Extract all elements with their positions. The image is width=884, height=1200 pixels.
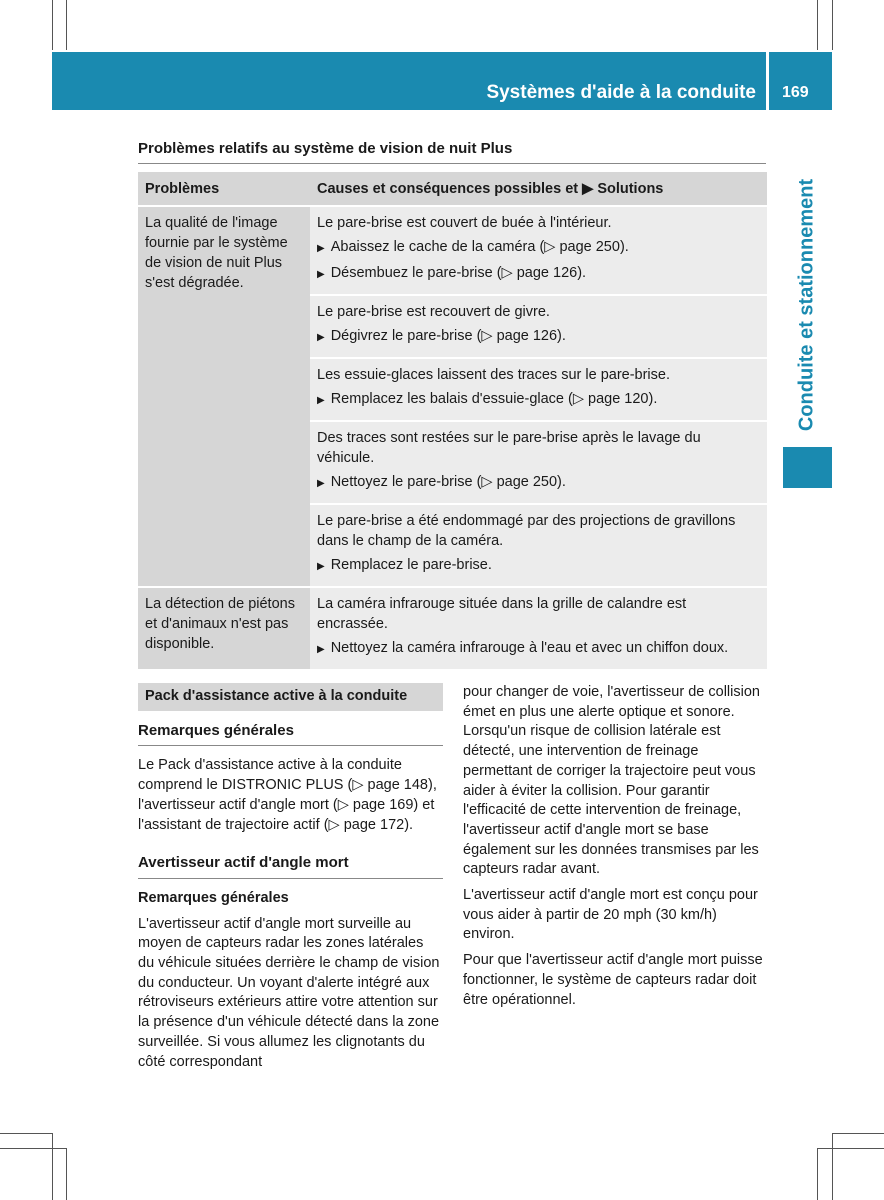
cause-text: Le pare-brise est recouvert de givre. [317,304,550,320]
cause-text: Des traces sont restées sur le pare-brise après le lavage du véhicule. [317,430,701,466]
crop-mark [66,1148,67,1200]
blind-spot-subheading: Remarques générales [138,889,289,906]
bullet-arrow-icon: ▶ [317,478,325,489]
problem-cell: La détection de piétons et d'animaux n'est pas disponible. [138,587,310,670]
solution-step: ▶ Nettoyez le pare-brise (▷ page 250). [317,474,566,490]
cause-cell [310,206,767,295]
cause-text: Le pare-brise est couvert de buée à l'intérieur. [317,215,612,231]
title-rule [138,163,766,164]
cause-cell [310,358,767,421]
blind-spot-text-right-2: L'avertisseur actif d'angle mort est conçu pour vous aider à partir de 20 mph (30 km/h) environ. [463,887,758,943]
cause-cell [310,587,767,670]
table-row [138,206,767,295]
crop-mark [0,1148,66,1149]
crop-mark [817,1148,818,1200]
cause-text: Le pare-brise a été endommagé par des projections de gravillons dans le champ de la caméra. [317,513,736,549]
page-number: 169 [782,84,809,101]
troubleshooting-table [138,172,767,671]
right-column [463,683,768,1010]
crop-mark [817,1148,884,1149]
bullet-arrow-icon: ▶ [317,395,325,406]
blind-spot-heading: Avertisseur actif d'angle mort [138,853,443,879]
bullet-arrow-icon: ▶ [317,269,325,280]
solution-step: ▶ Désembuez le pare-brise (▷ page 126). [317,265,587,281]
section-title: Problèmes relatifs au système de vision de nuit Plus [138,140,513,157]
crop-mark [832,0,833,50]
bullet-arrow-icon: ▶ [317,561,325,572]
bullet-arrow-icon: ▶ [317,243,325,254]
crop-mark [52,0,53,50]
bullet-arrow-icon: ▶ [317,644,325,655]
crop-mark [817,0,818,50]
pack-section-title: Pack d'assistance active à la conduite [138,683,443,711]
side-tab-marker [783,447,832,488]
cause-cell [310,504,767,587]
crop-mark [66,0,67,50]
cause-cell [310,421,767,504]
solution-step: ▶ Nettoyez la caméra infrarouge à l'eau et avec un chiffon doux. [317,640,729,656]
column-header-problems: Problèmes [138,172,310,206]
solution-step: ▶ Remplacez les balais d'essuie-glace (▷ page 120). [317,391,658,407]
table-row [138,587,767,670]
solution-step: ▶ Dégivrez le pare-brise (▷ page 126). [317,328,566,344]
crop-mark [52,1133,53,1200]
bullet-arrow-icon: ▶ [317,332,325,343]
header-title: Systèmes d'aide à la conduite [486,82,756,103]
side-tab-label: Conduite et stationnement [795,178,818,432]
header-bar [52,52,766,110]
page-number-box [769,52,832,110]
solution-step: ▶ Remplacez le pare-brise. [317,557,492,573]
cause-cell [310,295,767,358]
cause-text: La caméra infrarouge située dans la grille de calandre est encrassée. [317,596,687,632]
blind-spot-text-left: L'avertisseur actif d'angle mort surveille au moyen de capteurs radar les zones latérales du véhicule situées derrière le champ de vision du conducteur. Un voyant d'alerte intégré aux rétroviseurs extérieurs attire votre attention sur la présence d'un véhicule détecté dans la zone surveillée. Si vous allumez les clignotants du côté correspondant [138,915,440,1070]
pack-general-text: Le Pack d'assistance active à la conduite comprend le DISTRONIC PLUS (▷ page 148), l'avertisseur actif d'angle mort (▷ page 169) et l'assistant de trajectoire actif (▷ page 172). [138,757,437,833]
crop-mark [0,1133,52,1134]
crop-mark [832,1133,833,1200]
cause-text: Les essuie-glaces laissent des traces sur le pare-brise. [317,367,670,383]
blind-spot-text-right-1: pour changer de voie, l'avertisseur de collision émet en plus une alerte optique et sonore. Lorsqu'un risque de collision latérale est détecté, une intervention de freinage permettant de corriger la trajectoire peut vous aider à éviter la collision. Pour garantir l'efficacité de cette intervention de freinage, l'avertisseur actif d'angle mort se base également sur les données transmises par les capteurs radar avant. [463,684,760,878]
problem-cell: La qualité de l'image fournie par le système de vision de nuit Plus s'est dégradée. [138,206,310,587]
blind-spot-text-right-3: Pour que l'avertisseur actif d'angle mort puisse fonctionner, le système de capteurs radar doit être opérationnel. [463,952,763,1008]
crop-mark [832,1133,884,1134]
left-column [138,683,443,1072]
general-remarks-heading: Remarques générales [138,721,443,747]
solution-step: ▶ Abaissez le cache de la caméra (▷ page 250). [317,239,629,255]
column-header-causes: Causes et conséquences possibles et ▶ Solutions [310,172,767,206]
